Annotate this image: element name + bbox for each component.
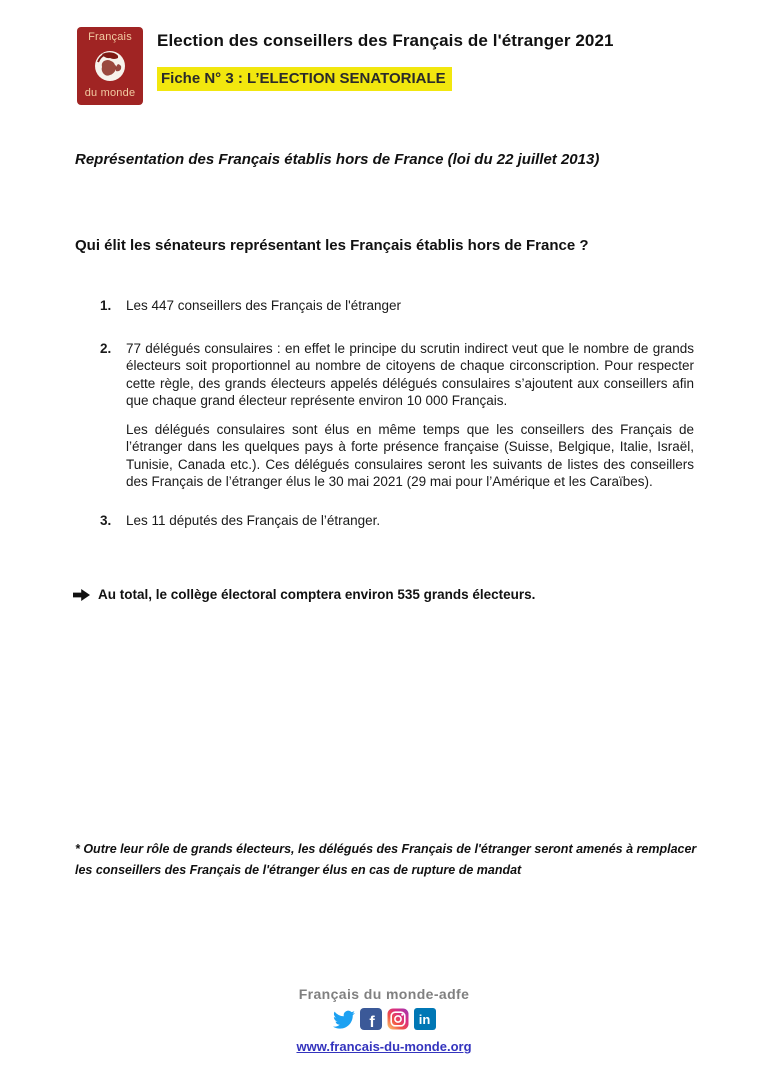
document-title: Election des conseillers des Français de l'étranger 2021 [157,31,614,50]
globe-icon [92,48,128,84]
social-icons-row [0,1007,768,1031]
logo-text-bottom: du monde [84,87,136,99]
header [157,31,697,91]
document-subtitle-highlight: Fiche N° 3 : L’ELECTION SENATORIALE [157,67,452,91]
footer [0,986,768,1056]
law-reference-heading: Représentation des Français établis hors de France (loi du 22 juillet 2013) [75,151,600,168]
francais-du-monde-logo [77,27,143,105]
instagram-icon[interactable] [387,1008,409,1030]
facebook-icon[interactable]: f [360,1008,382,1030]
list-item-text: 77 délégués consulaires : en effet le principe du scrutin indirect veut que le nombre de grands électeurs soit proportionnel au nombre de citoyens de chaque circonscription. Pour respecter cette règle, des grands électeurs appelés délégués consulaires s’ajoutent aux conseillers afin que chaque grand électeur représente environ 10 000 Français. [126,340,694,408]
list-item-text: Les délégués consulaires sont élus en même temps que les conseillers des Français de l’étranger dans les quelques pays à forte présence française (Suisse, Belgique, Italie, Israël, Tunisie, Canada etc.). Ces délégués consulaires seront les suivants de listes des conseillers des Français de l’étranger élus le 30 mai 2021 (29 mai pour l’Amérique et les Caraïbes). [126,421,694,489]
list-item-text: Les 447 conseillers des Français de l'étranger [126,298,401,313]
list-item-number: 3. [100,512,112,528]
website-link[interactable]: www.francais-du-monde.org [296,1039,472,1054]
list-item [100,340,694,491]
list-item [100,297,694,315]
list-item-number: 2. [100,340,112,356]
summary-text: Au total, le collège électoral comptera environ 535 grands électeurs. [98,587,536,602]
logo-text-top: Français [88,31,132,43]
list-item-text: Les 11 députés des Français de l’étranger. [126,512,381,528]
electors-list [100,297,694,529]
summary-note [73,587,693,602]
twitter-icon[interactable] [333,1008,355,1030]
footer-org-name: Français du monde-adfe [298,986,470,1002]
arrow-right-icon [73,588,90,602]
question-heading: Qui élit les sénateurs représentant les Français établis hors de France ? [75,237,589,254]
list-item-number: 1. [100,298,112,313]
linkedin-icon[interactable]: in [414,1008,436,1030]
footnote: * Outre leur rôle de grands électeurs, les délégués des Français de l'étranger seront amenés à remplacer les conseillers des Français de l'étranger élus en cas de rupture de mandat [75,842,697,877]
list-item [100,512,694,530]
